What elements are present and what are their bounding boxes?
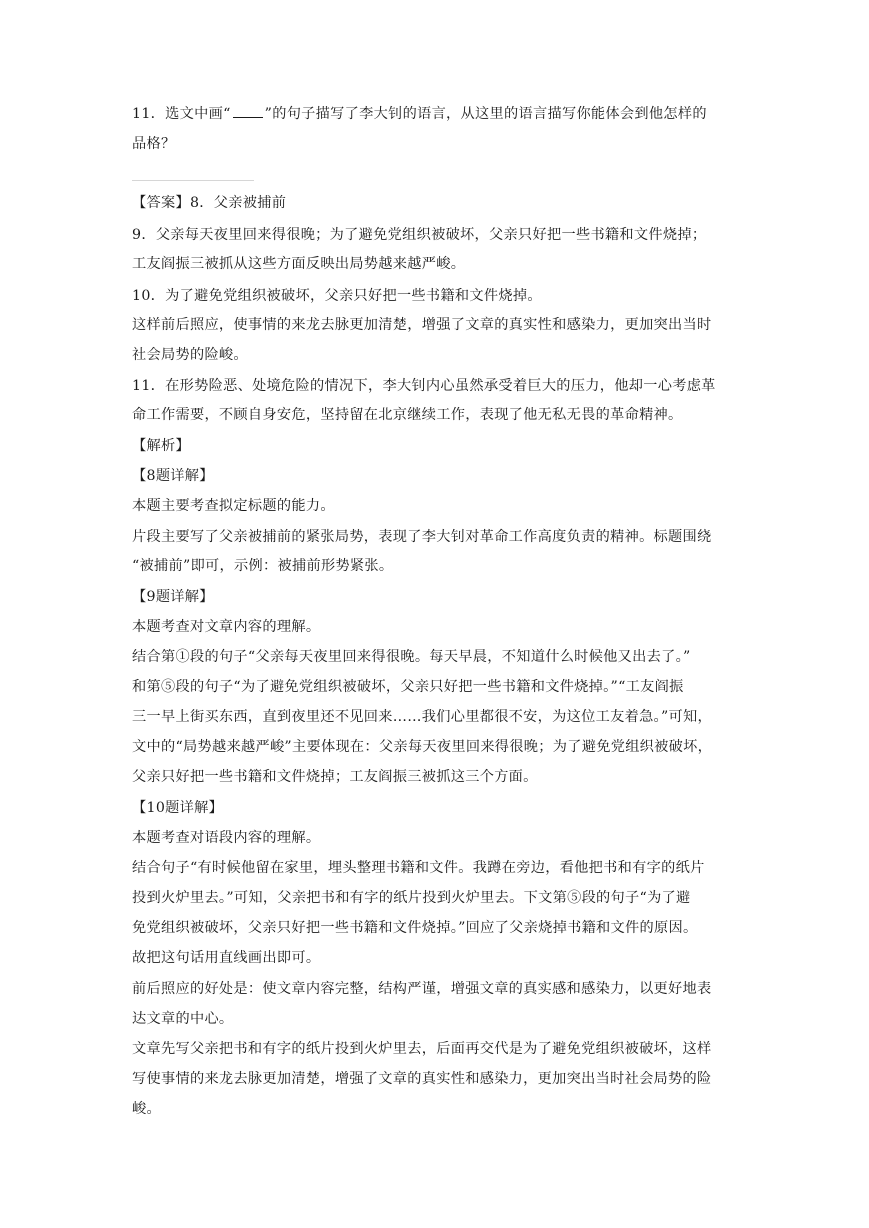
analysis-line: 写使事情的来龙去脉更加清楚，增强了文章的真实性和感染力，更加突出当时社会局势的险: [132, 1071, 712, 1087]
analysis-line: 峻。: [132, 1101, 161, 1117]
analysis-line: 和第⑤段的句子“为了避免党组织被破坏，父亲只好把一些书籍和文件烧掉。”“工友阎振: [132, 679, 684, 695]
section-divider: [132, 180, 254, 181]
analysis-heading: 【解析】: [132, 438, 190, 454]
analysis-line: 文章先写父亲把书和有字的纸片投到火炉里去，后面再交代是为了避免党组织被破坏，这样: [132, 1041, 712, 1057]
analysis-line: 前后照应的好处是：使文章内容完整，结构严谨，增强文章的真实感和感染力，以更好地表: [132, 981, 712, 997]
analysis-line: 片段主要写了父亲被捕前的紧张局势，表现了李大钊对革命工作高度负责的精神。标题围绕: [132, 529, 712, 545]
answer-line: 社会局势的险峻。: [132, 347, 248, 363]
detail-heading-9: 【9题详解】: [132, 589, 214, 605]
answer-line: 命工作需要，不顾自身安危，坚持留在北京继续工作，表现了他无私无畏的革命精神。: [132, 407, 683, 423]
analysis-line: 结合句子“有时候他留在家里，埋头整理书籍和文件。我蹲在旁边，看他把书和有字的纸片: [132, 860, 705, 876]
answer-line: 工友阎振三被抓从这些方面反映出局势越来越严峻。: [132, 256, 466, 272]
analysis-line: “被捕前”即可，示例：被捕前形势紧张。: [132, 558, 394, 574]
answer-line: 9．父亲每天夜里回来得很晚；为了避免党组织被破坏，父亲只好把一些书籍和文件烧掉；: [132, 227, 707, 243]
analysis-line: 结合第①段的句子“父亲每天夜里回来得很晚。每天早晨，不知道什么时候他又出去了。”: [132, 649, 691, 665]
analysis-line: 故把这句话用直线画出即可。: [132, 950, 321, 966]
question-11-line-1: [132, 104, 707, 124]
answer-line: 10．为了避免党组织被破坏，父亲只好把一些书籍和文件烧掉。: [132, 288, 542, 304]
answer-heading: 【答案】8．父亲被捕前: [132, 195, 287, 211]
answer-line: 这样前后照应，使事情的来龙去脉更加清楚，增强了文章的真实性和感染力，更加突出当时: [132, 317, 712, 333]
analysis-line: 本题考查对语段内容的理解。: [132, 830, 321, 846]
analysis-line: 投到火炉里去。”可知，父亲把书和有字的纸片投到火炉里去。下文第⑤段的句子“为了避: [132, 890, 691, 906]
detail-heading-8: 【8题详解】: [132, 468, 214, 484]
analysis-line: 免党组织被破坏，父亲只好把一些书籍和文件烧掉。”回应了父亲烧掉书籍和文件的原因。: [132, 920, 698, 936]
analysis-line: 达文章的中心。: [132, 1011, 234, 1027]
question-11-suffix: ”的句子描写了李大钊的语言，从这里的语言描写你能体会到他怎样的: [264, 106, 707, 122]
analysis-line: 本题考查对文章内容的理解。: [132, 619, 321, 635]
analysis-line: 文中的“局势越来越严峻”主要体现在：父亲每天夜里回来得很晚；为了避免党组织被破坏，: [132, 739, 713, 755]
analysis-line: 父亲只好把一些书籍和文件烧掉；工友阎振三被抓这三个方面。: [132, 769, 538, 785]
analysis-line: 本题主要考查拟定标题的能力。: [132, 498, 335, 514]
question-11-prefix: 11．选文中画“: [132, 106, 231, 122]
answer-line: 11．在形势险恶、处境危险的情况下，李大钊内心虽然承受着巨大的压力，他却一心考虑革: [132, 378, 716, 394]
detail-heading-10: 【10题详解】: [132, 800, 224, 816]
question-11-line-2: 品格？: [132, 136, 176, 152]
analysis-line: 三一早上街买东西，直到夜里还不见回来……我们心里都很不安，为这位工友着急。”可知，: [132, 709, 712, 725]
underline-blank: [233, 105, 263, 118]
